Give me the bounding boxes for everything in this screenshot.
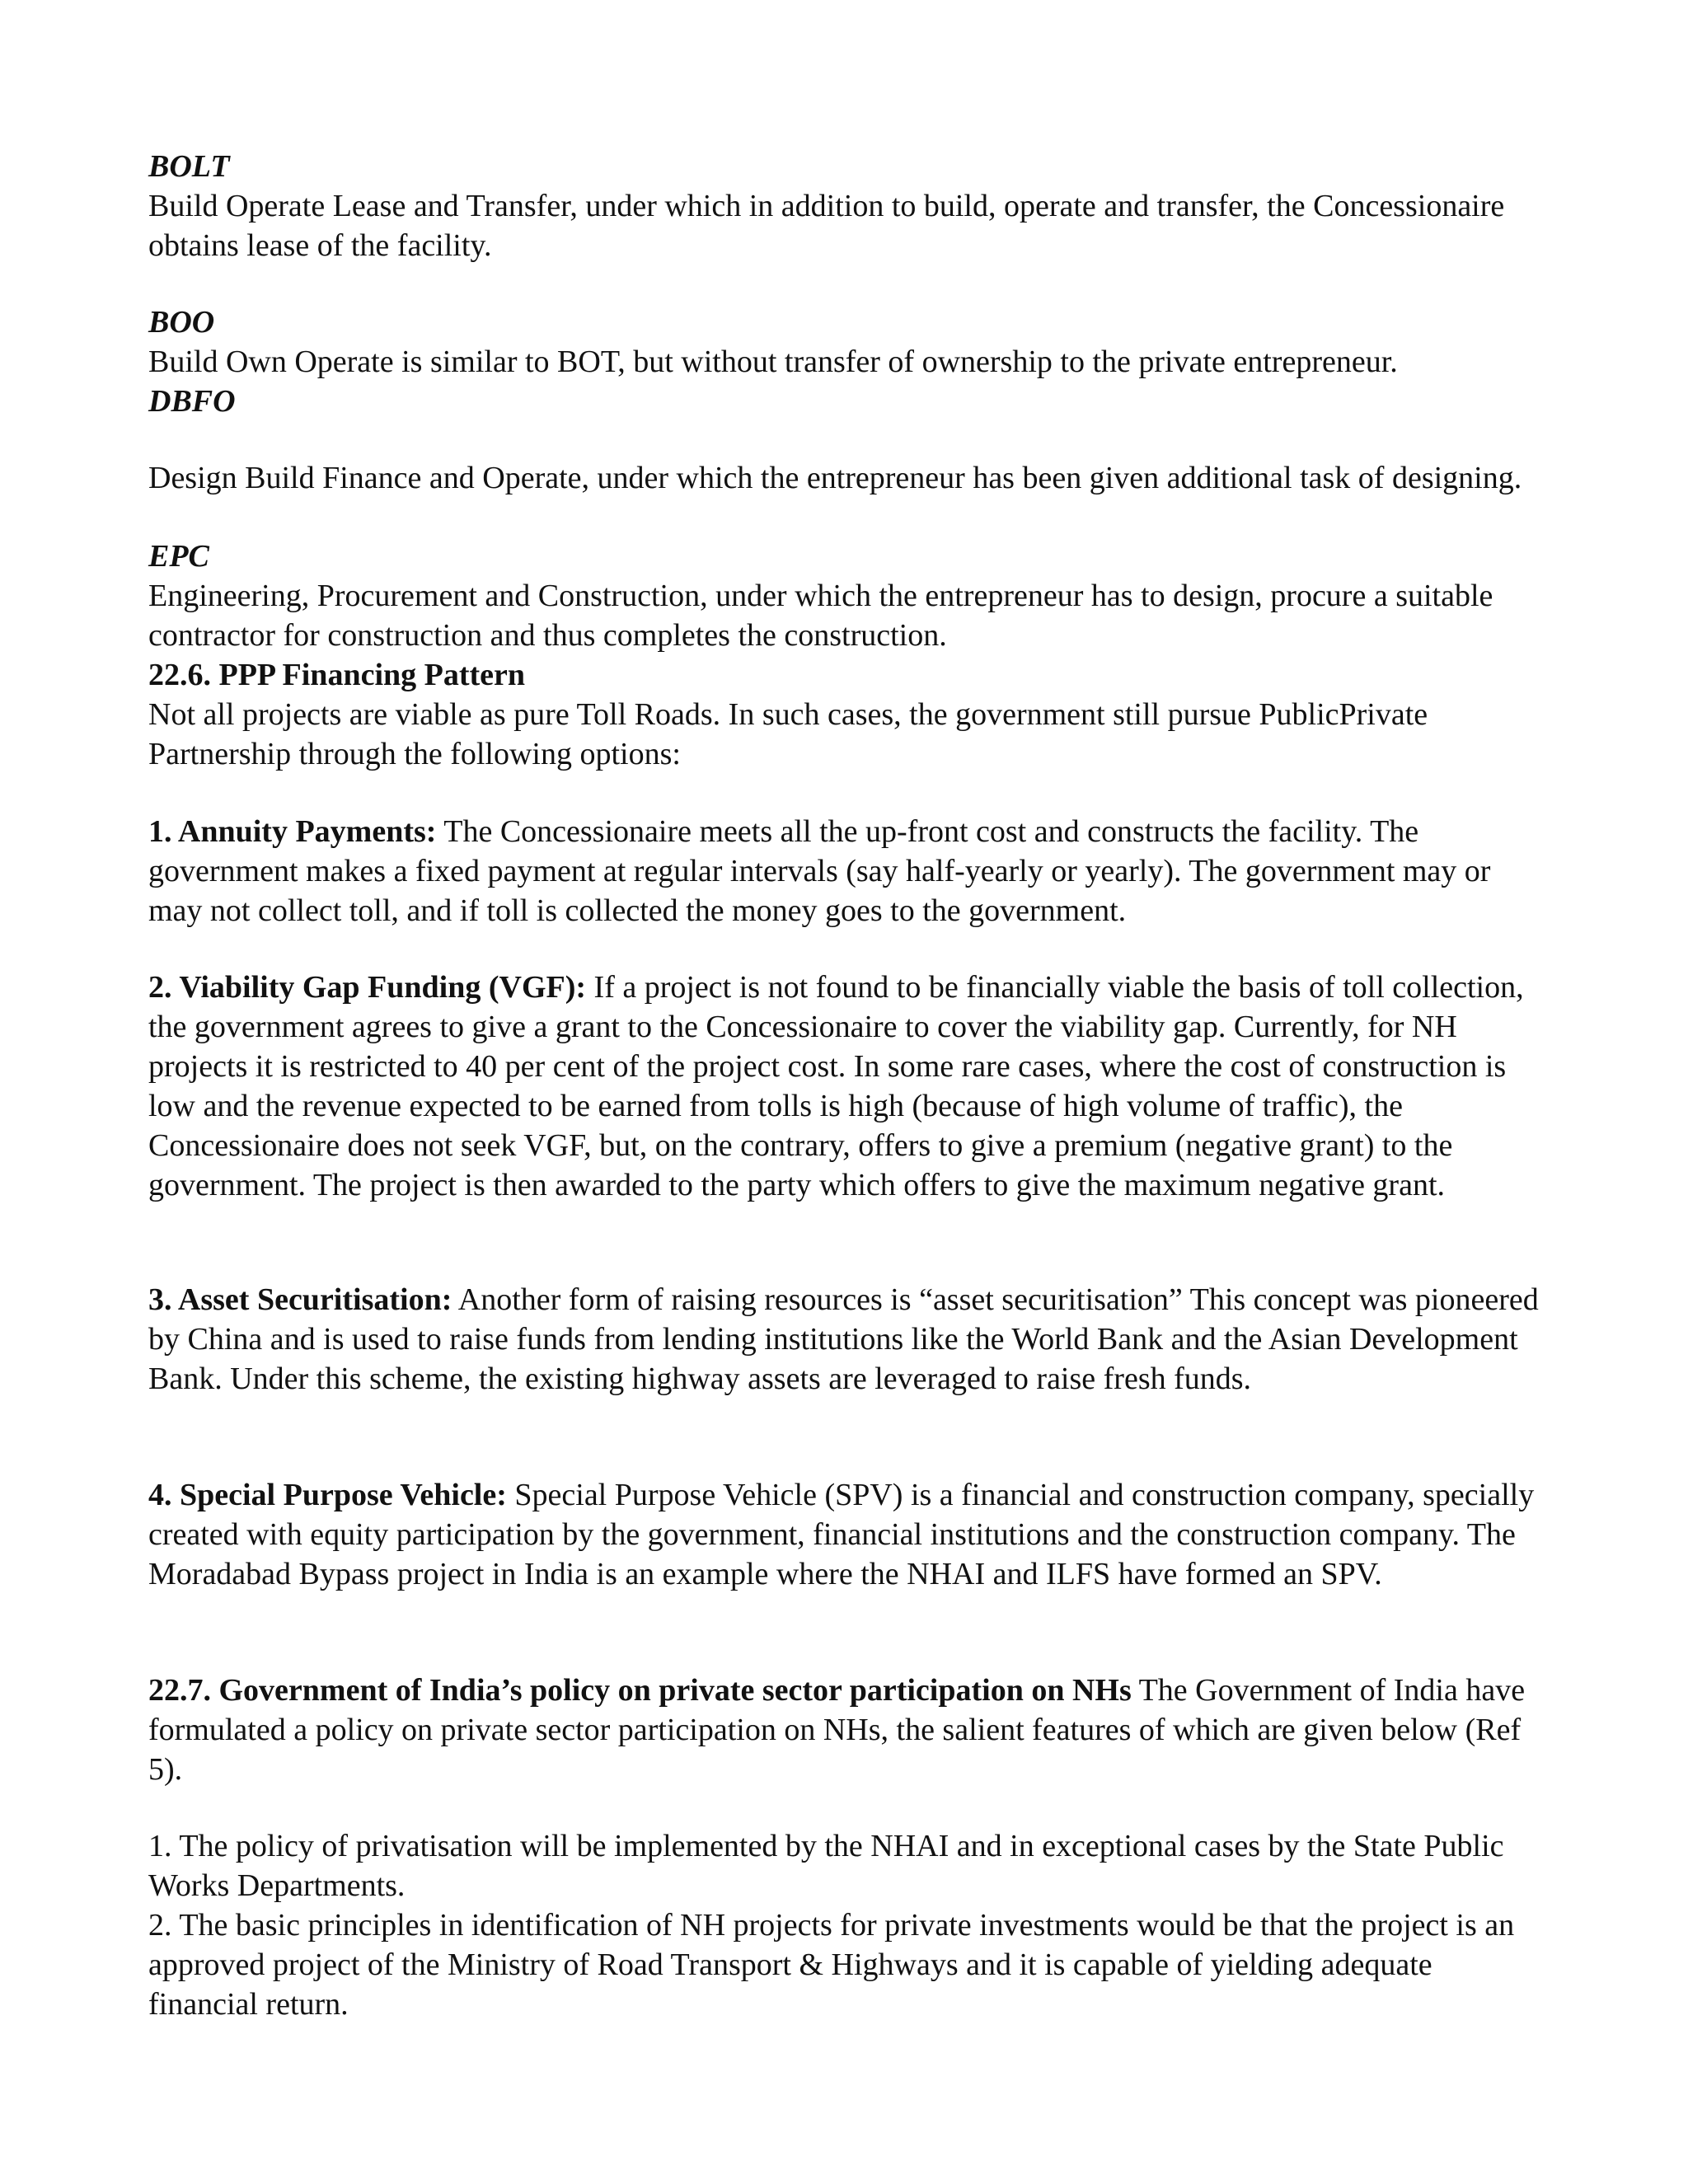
option-label: 2. Viability Gap Funding (VGF): — [148, 970, 587, 1005]
policy-point-2: 2. The basic principles in identification of NH projects for private investments would be that the project is an approved project of the Ministry of Road Transport & Highways and it is capable of yielding adequate financial return. — [148, 1908, 1515, 2022]
section-22-6-heading: 22.6. PPP Financing Pattern — [148, 658, 526, 692]
option-label: 3. Asset Securitisation: — [148, 1282, 452, 1317]
option-label: 1. Annuity Payments: — [148, 814, 437, 849]
term-dbfo-definition: Design Build Finance and Operate, under which the entrepreneur has been given additional task of designing. — [148, 461, 1522, 495]
option-text: The Concessionaire meets all the up-front cost and constructs the facility. The government makes a fixed payment at regular intervals (say half-yearly or yearly). The government may or may not collect toll, and if toll is collected the money goes to the government. — [148, 814, 1491, 928]
option-special-purpose-vehicle — [148, 1475, 1541, 1594]
term-bolt-definition: Build Operate Lease and Transfer, under which in addition to build, operate and transfer, the Concessionaire obtains lease of the facility. — [148, 189, 1505, 263]
term-epc-definition: Engineering, Procurement and Construction, under which the entrepreneur has to design, procure a suitable contractor for construction and thus completes the construction. — [148, 579, 1493, 653]
section-22-7-heading: 22.7. Government of India’s policy on private sector participation on NHs — [148, 1673, 1132, 1708]
section-22-7 — [148, 1671, 1541, 1789]
option-viability-gap-funding — [148, 968, 1541, 1205]
term-bolt-title: BOLT — [148, 149, 230, 184]
option-asset-securitisation — [148, 1280, 1541, 1399]
section-22-7-intro: The Government of India have formulated a policy on private sector participation on NHs, the salient features of which are given below (Ref 5). — [148, 1673, 1526, 1787]
option-annuity-payments — [148, 812, 1541, 930]
term-boo-title: BOO — [148, 305, 215, 340]
option-text: If a project is not found to be financially viable the basis of toll collection, the government agrees to give a grant to the Concessionaire to cover the viability gap. Currently, for NH projects it is restricted to 40 per cent of the project cost. In some rare cases, where the cost of construction is low and the revenue expected to be earned from tolls is high (because of high volume of traffic), the Concessionaire does not seek VGF, but, on the contrary, offers to give a premium (negative grant) to the government. The project is then awarded to the party which offers to give the maximum negative grant. — [148, 970, 1524, 1202]
term-dbfo-title: DBFO — [148, 384, 236, 419]
option-label: 4. Special Purpose Vehicle: — [148, 1478, 507, 1512]
option-text: Another form of raising resources is “asset securitisation” This concept was pioneered by China and is used to raise funds from lending institutions like the World Bank and the Asian Development Bank. Under this scheme, the existing highway assets are leveraged to raise fresh funds. — [148, 1282, 1539, 1396]
section-22-6-intro: Not all projects are viable as pure Toll Roads. In such cases, the government still pursue PublicPrivate Partnership through the following options: — [148, 697, 1428, 771]
policy-point-1: 1. The policy of privatisation will be implemented by the NHAI and in exceptional cases by the State Public Works Departments. — [148, 1829, 1504, 1903]
term-boo-definition: Build Own Operate is similar to BOT, but without transfer of ownership to the private entrepreneur. — [148, 344, 1398, 379]
option-text: Special Purpose Vehicle (SPV) is a financial and construction company, specially created with equity participation by the government, financial institutions and the construction company. The Moradabad Bypass project in India is an example where the NHAI and ILFS have formed an SPV. — [148, 1478, 1535, 1591]
term-epc-title: EPC — [148, 539, 209, 574]
